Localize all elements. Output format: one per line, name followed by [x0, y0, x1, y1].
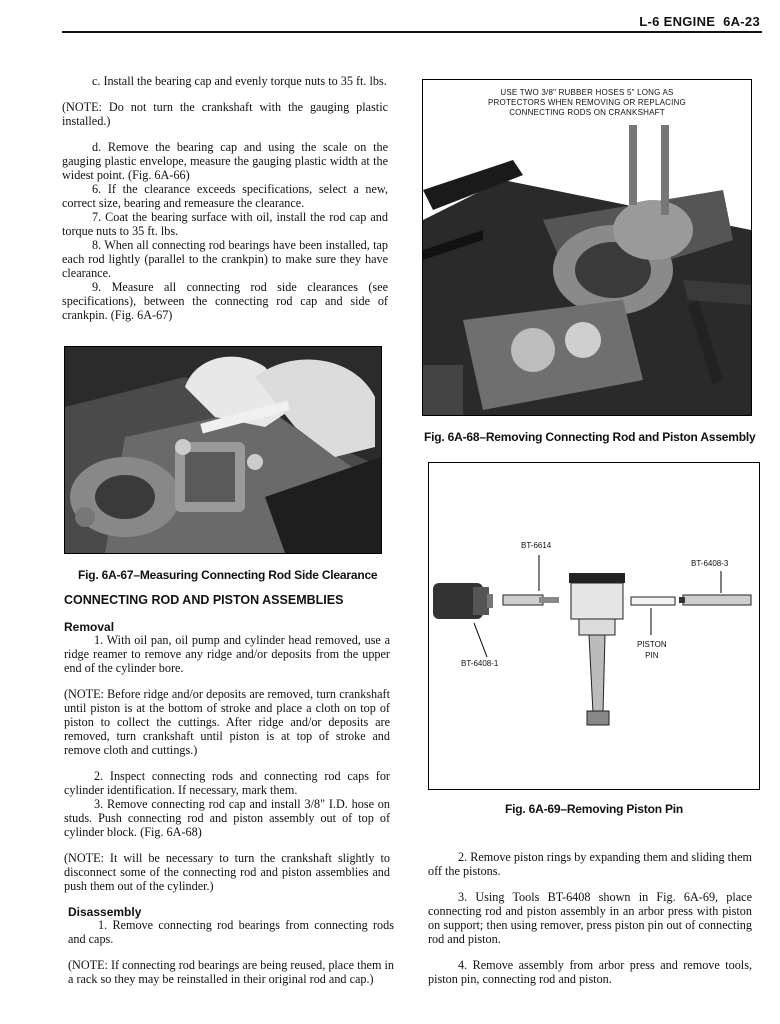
callout-line-2: PROTECTORS WHEN REMOVING OR REPLACING — [488, 98, 686, 107]
fig-6a-68-callout — [423, 88, 751, 118]
header-rule — [62, 31, 762, 33]
right-column-text — [428, 850, 752, 986]
disassembly-text — [68, 918, 394, 986]
callout-line-1: USE TWO 3/8" RUBBER HOSES 5" LONG AS — [500, 88, 674, 97]
page-header — [639, 14, 760, 29]
page-number: 6A-23 — [723, 14, 760, 29]
left-column-top — [62, 74, 388, 322]
label-piston-pin — [637, 639, 667, 661]
callout-line-3: CONNECTING RODS ON CRANKSHAFT — [509, 108, 665, 117]
note-gauging: (NOTE: Do not turn the crankshaft with the gauging plastic installed.) — [62, 100, 388, 128]
disassembly-step-1: 1. Remove connecting rod bearings from connecting rods and caps. — [68, 918, 394, 946]
fig-6a-68-photo — [422, 79, 752, 416]
fig-6a-69-diagram — [428, 462, 760, 790]
fig-6a-69-caption: Fig. 6A-69–Removing Piston Pin — [505, 802, 684, 816]
step-9: 9. Measure all connecting rod side clearances (see specifications), between the connecting rod cap and side of crankpin. (Fig. 6A-67) — [62, 280, 388, 322]
disassembly-note: (NOTE: If connecting rod bearings are being reused, place them in a rack so they may be reinstalled in their original rod and cap.) — [68, 958, 394, 986]
removal-step-3: 3. Remove connecting rod cap and install 3/8" I.D. hose on studs. Push connecting rod and piston assembly out of top of cylinder block. (Fig. 6A-68) — [64, 797, 390, 839]
fig-6a-67-caption: Fig. 6A-67–Measuring Connecting Rod Side Clearance — [78, 568, 378, 582]
disassembly-heading: Disassembly — [68, 905, 142, 919]
section-title: CONNECTING ROD AND PISTON ASSEMBLIES — [64, 593, 344, 607]
label-piston-pin-line-2: PIN — [645, 651, 659, 660]
rod-side-clearance-illustration — [65, 347, 381, 553]
removal-note-crankshaft: (NOTE: It will be necessary to turn the crankshaft slightly to disconnect some of the connecting rod and piston assemblies and push them out of the cylinder.) — [64, 851, 390, 893]
step-d: d. Remove the bearing cap and using the scale on the gauging plastic envelope, measure the gauging plastic width at the widest point. (Fig. 6A-66) — [62, 140, 388, 182]
label-bt-6408-1: BT-6408-1 — [461, 659, 499, 668]
step-4-remove: 4. Remove assembly from arbor press and remove tools, piston pin, connecting rod and piston. — [428, 958, 752, 986]
step-7: 7. Coat the bearing surface with oil, install the rod cap and torque nuts to 35 ft. lbs. — [62, 210, 388, 238]
removal-heading: Removal — [64, 620, 115, 634]
step-c: c. Install the bearing cap and evenly torque nuts to 35 ft. lbs. — [92, 74, 387, 88]
label-bt-6614: BT-6614 — [521, 541, 552, 550]
fig-6a-68-caption: Fig. 6A-68–Removing Connecting Rod and Piston Assembly — [424, 430, 756, 444]
label-piston-pin-line-1: PISTON — [637, 640, 667, 649]
step-6: 6. If the clearance exceeds specifications, select a new, correct size, bearing and remeasure the clearance. — [62, 182, 388, 210]
fig-6a-67-photo — [64, 346, 382, 554]
step-8: 8. When all connecting rod bearings have been installed, tap each rod lightly (parallel to the crankpin) to make sure they have clearance. — [62, 238, 388, 280]
removal-step-1: 1. With oil pan, oil pump and cylinder head removed, use a ridge reamer to remove any ridge and/or deposits from the upper end of the cylinder bore. — [64, 633, 390, 675]
removal-note-ridge: (NOTE: Before ridge and/or deposits are removed, turn crankshaft until piston is at the bottom of stroke and place a cloth on top of piston to collect the cuttings. After ridge and/or deposits are removed, turn crankshaft until piston is at top of stroke and remove cloth and cuttings.) — [64, 687, 390, 757]
removal-step-2: 2. Inspect connecting rods and connecting rod caps for cylinder identification. If necessary, mark them. — [64, 769, 390, 797]
step-3-press: 3. Using Tools BT-6408 shown in Fig. 6A-69, place connecting rod and piston assembly in an arbor press with piston on support; then using remover, press piston pin out of connecting rod and piston. — [428, 890, 752, 946]
step-2-rings: 2. Remove piston rings by expanding them and sliding them off the pistons. — [428, 850, 752, 878]
piston-pin-tools-illustration — [429, 463, 759, 789]
header-section: L-6 ENGINE — [639, 14, 716, 29]
removal-text — [64, 633, 390, 893]
rod-piston-removal-illustration — [423, 80, 751, 415]
label-bt-6408-3: BT-6408-3 — [691, 559, 729, 568]
